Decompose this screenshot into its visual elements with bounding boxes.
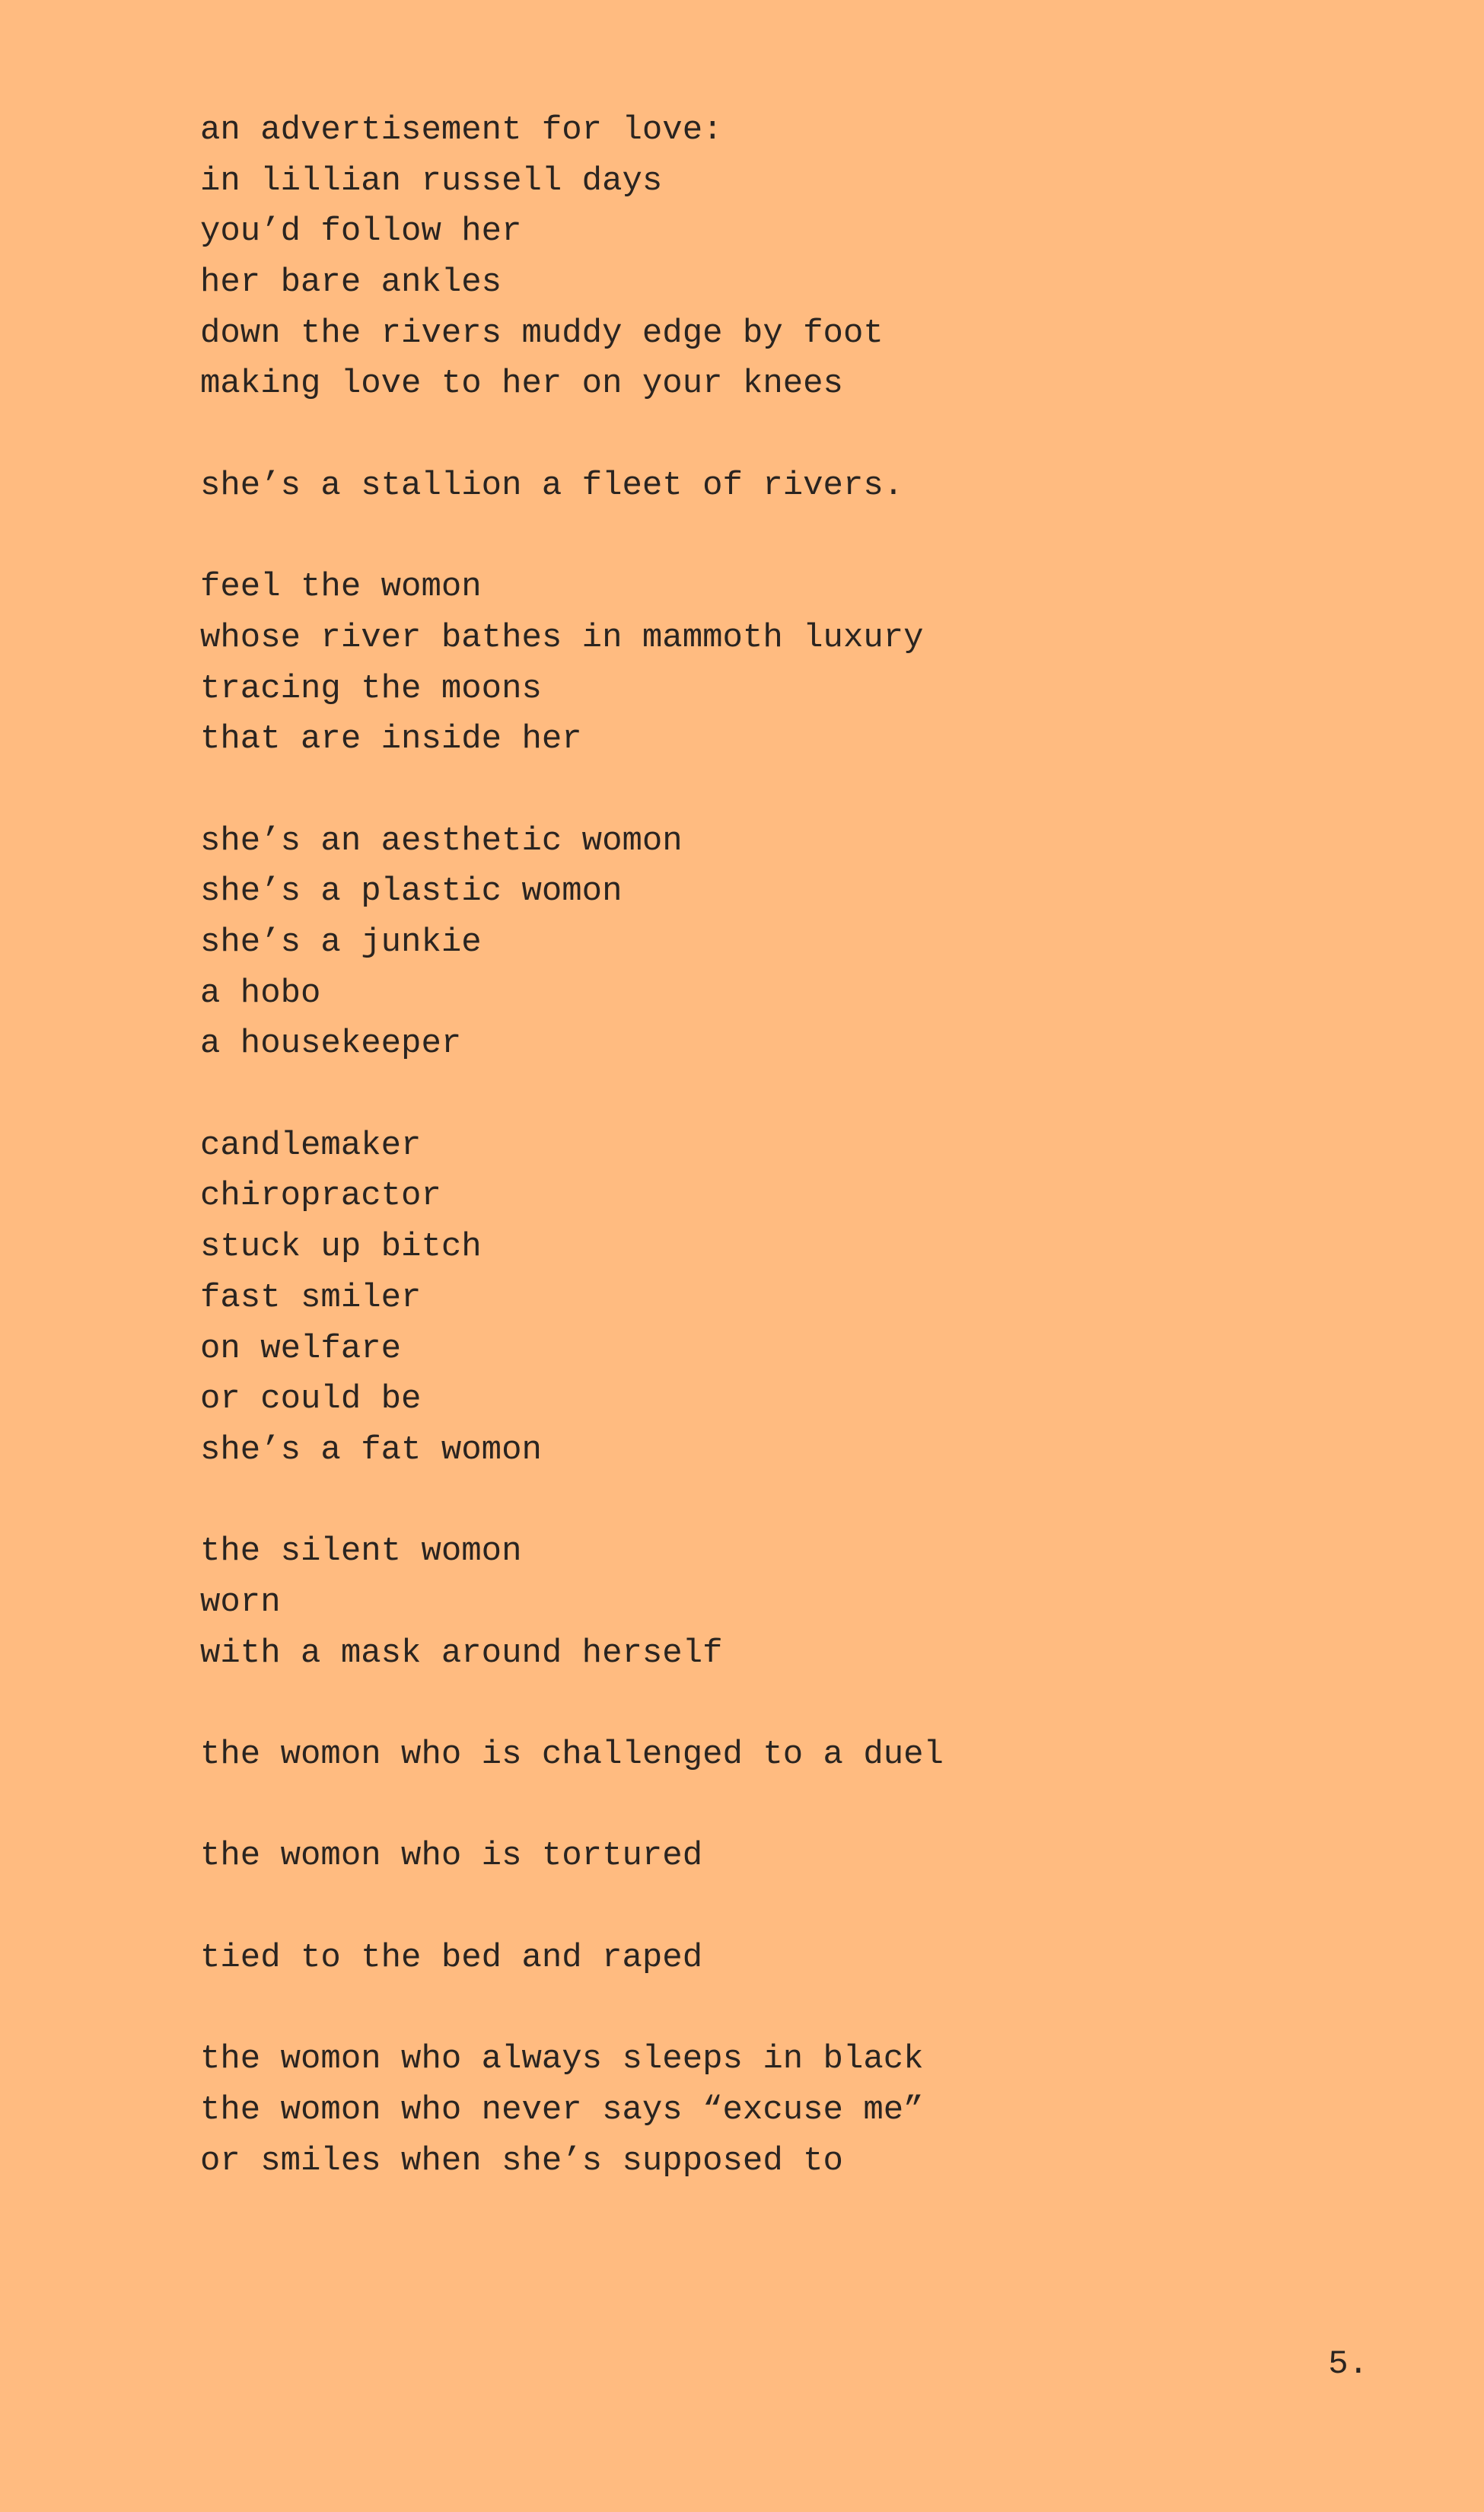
poem-line: making love to her on your knees bbox=[200, 365, 843, 403]
poem-line: the womon who never says “excuse me” bbox=[200, 2090, 924, 2129]
poem-line: tied to the bed and raped bbox=[200, 1938, 703, 1977]
poem-line: or smiles when she’s supposed to bbox=[200, 2141, 843, 2180]
stanza-break bbox=[200, 1882, 1342, 1933]
stanza-break bbox=[200, 512, 1342, 563]
poem-line: she’s a stallion a fleet of rivers. bbox=[200, 466, 904, 505]
poem-line: whose river bathes in mammoth luxury bbox=[200, 618, 924, 657]
poem-line: with a mask around herself bbox=[200, 1634, 723, 1672]
stanza-break bbox=[200, 410, 1342, 461]
poem-line: she’s an aesthetic womon bbox=[200, 821, 683, 860]
stanza-break bbox=[200, 1678, 1342, 1729]
poem-line: the womon who is challenged to a duel bbox=[200, 1736, 944, 1774]
stanza-break bbox=[200, 1070, 1342, 1121]
poem-line: the silent womon bbox=[200, 1532, 522, 1571]
stanza-break bbox=[200, 765, 1342, 816]
poem-line: feel the womon bbox=[200, 568, 482, 607]
poem-line: in lillian russell days bbox=[200, 161, 663, 200]
stanza-break bbox=[200, 1476, 1342, 1527]
poem-line: she’s a fat womon bbox=[200, 1430, 542, 1469]
poem-line: or could be bbox=[200, 1380, 422, 1419]
poem-line: that are inside her bbox=[200, 720, 582, 759]
poem-line: a housekeeper bbox=[200, 1025, 462, 1063]
poem-line: an advertisement for love: bbox=[200, 111, 723, 149]
poem-line: stuck up bitch bbox=[200, 1228, 482, 1267]
stanza-break bbox=[200, 1780, 1342, 1831]
poem-line: candlemaker bbox=[200, 1126, 422, 1165]
poem-line: worn bbox=[200, 1583, 281, 1621]
poem-body bbox=[200, 105, 1342, 2186]
poem-line: tracing the moons bbox=[200, 669, 542, 708]
poem-line: you’d follow her bbox=[200, 212, 522, 251]
poem-line: she’s a plastic womon bbox=[200, 872, 623, 911]
page-number: 5. bbox=[1328, 2345, 1368, 2383]
poem-line: fast smiler bbox=[200, 1278, 422, 1317]
poem-line: chiropractor bbox=[200, 1177, 441, 1216]
poem-line: her bare ankles bbox=[200, 263, 502, 302]
poem-line: the womon who always sleeps in black bbox=[200, 2040, 924, 2079]
poem-line: a hobo bbox=[200, 974, 321, 1012]
poem-line: on welfare bbox=[200, 1329, 402, 1368]
poem-line: the womon who is tortured bbox=[200, 1837, 703, 1876]
poem-line: down the rivers muddy edge by foot bbox=[200, 314, 884, 352]
stanza-break bbox=[200, 1983, 1342, 2034]
poem-line: she’s a junkie bbox=[200, 923, 482, 961]
